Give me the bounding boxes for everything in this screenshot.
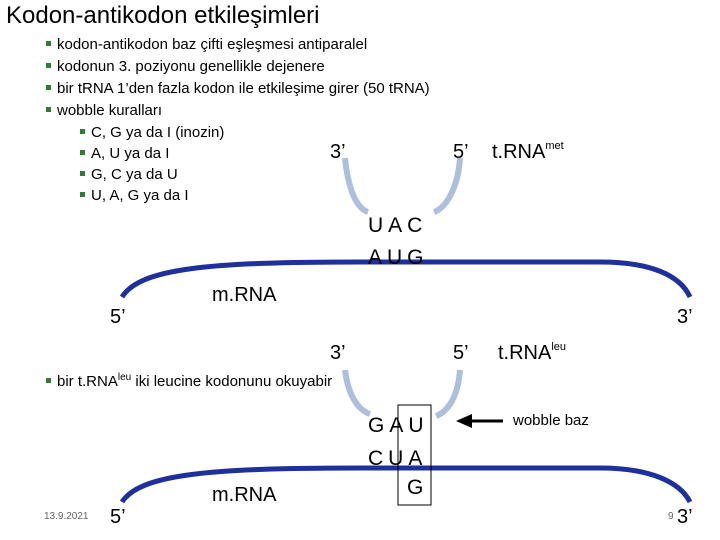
mrna-1-5prime: 5’ (110, 306, 126, 328)
anticodon-leu: GAU (368, 414, 429, 437)
bullet-item: bir tRNA 1’den fazla kodon ile etkileşime girer (50 tRNA) (46, 80, 430, 97)
sub-bullet-item: G, C ya da U (80, 166, 178, 183)
sub-bullet-item: A, U ya da I (80, 145, 169, 162)
codon-met: AUG (368, 246, 429, 269)
anticodon-met: UAC (368, 214, 428, 237)
mrna-arc-2 (122, 468, 690, 502)
mrna-label-2: m.RNA (212, 484, 277, 506)
trna-leu-label: $t.RNA^{leu}$ (498, 341, 567, 364)
wobble-arrow-head (456, 414, 472, 428)
trna-met-label: $t.RNA^{met}$ (492, 140, 564, 163)
bullet-item: wobble kuralları (46, 102, 162, 119)
codon-leu-wobble-g: G (407, 476, 429, 499)
mrna-label-1: m.RNA (212, 284, 277, 306)
wobble-label: wobble baz (513, 412, 589, 429)
trna-leu-3prime: 3’ (330, 342, 346, 364)
mrna-1-3prime: 3’ (677, 306, 693, 328)
bullet-marker-icon (80, 129, 85, 134)
footer-date: 13.9.2021 (44, 511, 89, 522)
sub-bullet-item: C, G ya da I (inozin) (80, 124, 224, 141)
bullet-marker-icon (46, 107, 51, 112)
mrna-2-3prime: 3’ (677, 506, 693, 528)
bullet-marker-icon (80, 171, 85, 176)
bullet-marker-icon (80, 150, 85, 155)
bullet-marker-icon (46, 41, 51, 46)
sub-bullet-item: U, A, G ya da I (80, 187, 189, 204)
trna-met-5prime: 5’ (453, 141, 469, 163)
page-number: 9 (668, 511, 674, 522)
bullet-marker-icon (46, 63, 51, 68)
mrna-2-5prime: 5’ (110, 506, 126, 528)
bullet-item-leu: bir $t.RNA^{leu}$ iki leucine kodonunu okuyabir (46, 373, 332, 390)
bullet-marker-icon (80, 192, 85, 197)
bullet-item: kodon-antikodon baz çifti eşleşmesi antiparalel (46, 36, 367, 53)
trna-leu-stem (345, 370, 460, 416)
trna-leu-5prime: 5’ (453, 342, 469, 364)
codon-leu: CUA (368, 447, 428, 470)
bullet-marker-icon (46, 378, 51, 383)
slide-title: Kodon-antikodon etkileşimleri (6, 2, 320, 29)
trna-met-3prime: 3’ (330, 141, 346, 163)
bullet-marker-icon (46, 85, 51, 90)
trna-met-stem (345, 158, 460, 212)
bullet-item: kodonun 3. poziyonu genellikle dejenere (46, 58, 325, 75)
